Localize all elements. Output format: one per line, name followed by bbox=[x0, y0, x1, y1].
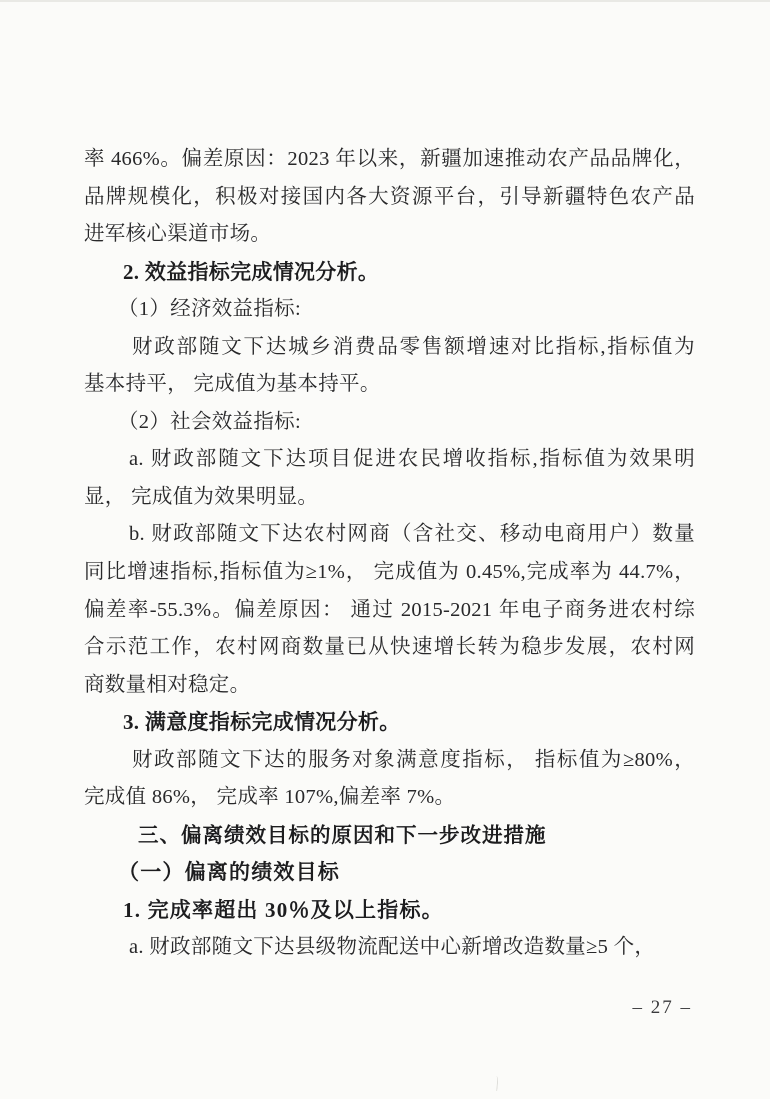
body-line: 合示范工作，农村网商数量已从快速增长转为稳步发展，农村网 bbox=[84, 636, 695, 659]
body-line: 率 466%。偏差原因：2023 年以来，新疆加速推动农产品品牌化， bbox=[84, 148, 695, 170]
heading-line: （一）偏离的绩效目标 bbox=[118, 860, 340, 885]
body-line: a. 财政部随文下达项目促进农民增收指标,指标值为效果明 bbox=[129, 448, 695, 471]
body-line: a. 财政部随文下达县级物流配送中心新增改造数量≥5 个， bbox=[129, 936, 656, 959]
body-line: 偏差率-55.3%。偏差原因： 通过 2015-2021 年电子商务进农村综 bbox=[84, 598, 695, 621]
body-line: 进军核心渠道市场。 bbox=[84, 223, 272, 246]
heading-line: 3. 满意度指标完成情况分析。 bbox=[123, 710, 401, 735]
body-line: （2）社会效益指标: bbox=[118, 410, 301, 433]
heading-line: 1. 完成率超出 30％及以上指标。 bbox=[123, 897, 444, 922]
document-body bbox=[84, 141, 695, 967]
page-number: – 27 – bbox=[632, 997, 692, 1018]
body-line: （1）经济效益指标: bbox=[118, 298, 301, 321]
body-line: 同比增速指标,指标值为≥1%， 完成值为 0.45%,完成率为 44.7%， bbox=[84, 561, 695, 584]
body-line: 财政部随文下达的服务对象满意度指标， 指标值为≥80%， bbox=[132, 748, 695, 771]
body-line: 商数量相对稳定。 bbox=[84, 673, 251, 696]
body-line: 财政部随文下达城乡消费品零售额增速对比指标,指标值为 bbox=[132, 335, 695, 358]
heading-line: 三、偏离绩效目标的原因和下一步改进措施 bbox=[138, 823, 547, 847]
body-line: b. 财政部随文下达农村网商（含社交、移动电商用户）数量 bbox=[129, 523, 695, 546]
body-line: 显， 完成值为效果明显。 bbox=[84, 485, 319, 508]
body-line: 品牌规模化，积极对接国内各大资源平台，引导新疆特色农产品 bbox=[84, 185, 695, 208]
body-line: 基本持平， 完成值为基本持平。 bbox=[84, 373, 381, 396]
scan-artifact-mark bbox=[493, 1076, 499, 1091]
body-line: 完成值 86%， 完成率 107%,偏差率 7%。 bbox=[84, 786, 456, 809]
heading-line: 2. 效益指标完成情况分析。 bbox=[123, 259, 380, 284]
